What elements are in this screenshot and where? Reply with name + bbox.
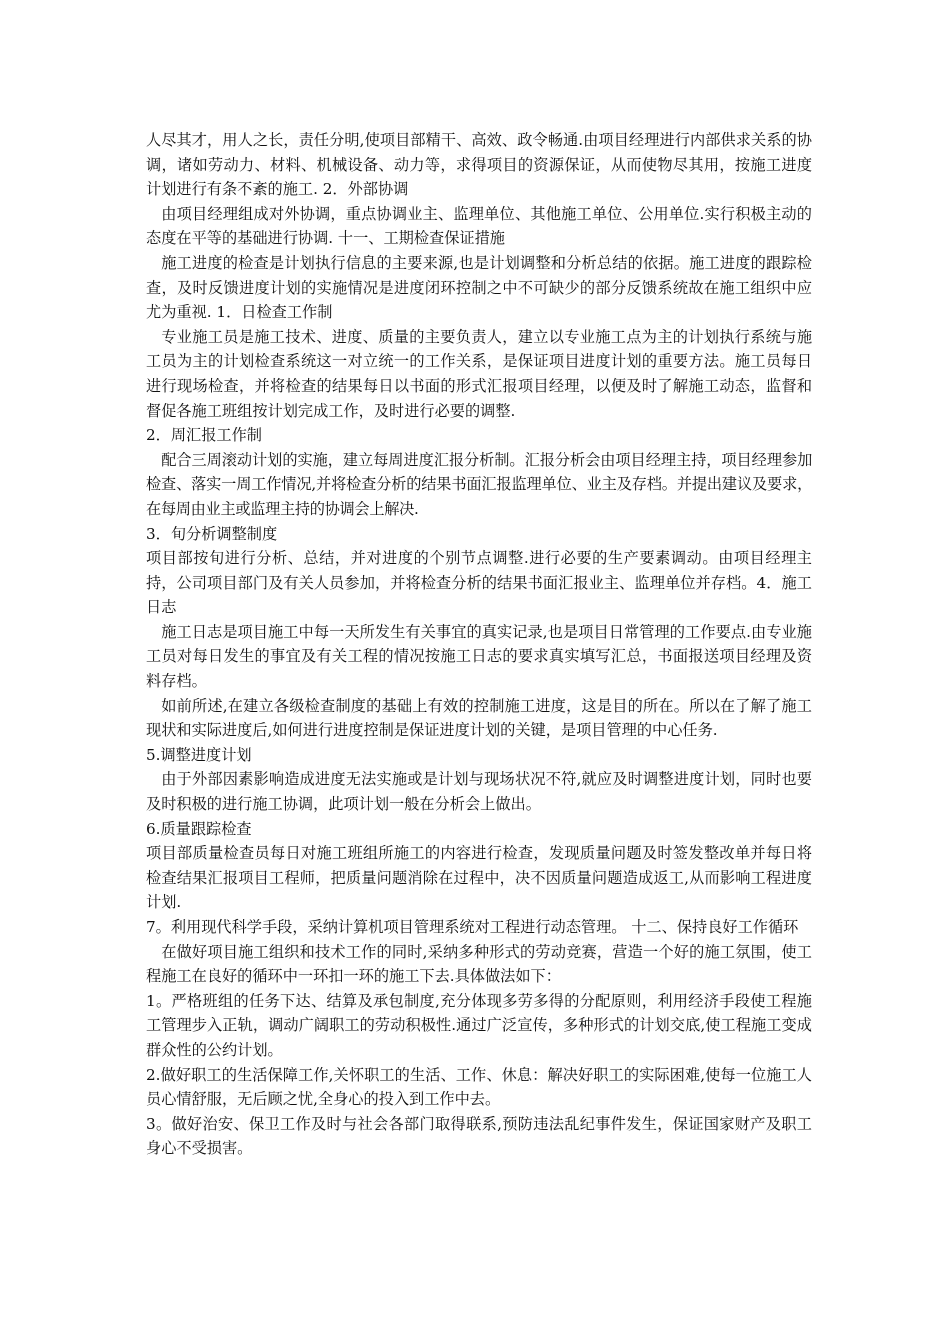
- paragraph-daily-inspection: 专业施工员是施工技术、进度、质量的主要负责人，建立以专业施工点为主的计划执行系统与施工员为主的计划检查系统这一对立统一的工作关系，是保证项目进度计划的重要方法。施工员每日进行现场检查，并将检查的结果每日以书面的形式汇报项目经理，以便及时了解施工动态，监督和督促各施工班组按计划完成工作，及时进行必要的调整.: [146, 327, 812, 420]
- paragraph-schedule-inspection: 施工进度的检查是计划执行信息的主要来源,也是计划调整和分析总结的依据。施工进度的跟踪检查，及时反馈进度计划的实施情况是进度闭环控制之中不可缺少的部分反馈系统故在施工组织中应尤为重视. 1．日检查工作制: [146, 253, 812, 322]
- paragraph-adjust-plan: 由于外部因素影响造成进度无法实施或是计划与现场状况不符,就应及时调整进度计划，同时也要及时积极的进行施工协调，此项计划一般在分析会上做出。: [146, 770, 812, 814]
- heading-adjust-plan: 5.调整进度计划: [146, 745, 252, 764]
- paragraph-ten-day-analysis: 项目部按旬进行分析、总结，并对进度的个别节点调整.进行必要的生产要素调动。由项目经理主持，公司项目部门及有关人员参加，并将检查分析的结果书面汇报业主、监理单位并存档。4．施工日志: [146, 549, 812, 617]
- paragraph-labor-competition: 在做好项目施工组织和技术工作的同时,采纳多种形式的劳动竞赛，营造一个好的施工氛围，使工程施工在良好的循环中一环扣一环的施工下去.具体做法如下：: [146, 942, 812, 986]
- paragraph-item-2: 2.做好职工的生活保障工作,关怀职工的生活、工作、休息：解决好职工的实际困难,使每一位施工人员心情舒服，无后顾之忧,全身心的投入到工作中去。: [146, 1065, 812, 1109]
- document-body: [146, 128, 812, 1161]
- heading-weekly-report: 2．周汇报工作制: [146, 426, 262, 445]
- heading-quality-tracking: 6.质量跟踪检查: [146, 819, 252, 838]
- paragraph-item-1: 1。严格班组的任务下达、结算及承包制度,充分体现多劳多得的分配原则，利用经济手段使工程施工管理步入正轨，调动广阔职工的劳动积极性.通过广泛宣传，多种形式的计划交底,使工程施工变成群众性的公约计划。: [146, 991, 812, 1059]
- paragraph-item-3: 3。做好治安、保卫工作及时与社会各部门取得联系,预防违法乱纪事件发生，保证国家财产及职工身心不受损害。: [146, 1114, 812, 1158]
- paragraph-computer-management: 7。利用现代科学手段，采纳计算机项目管理系统对工程进行动态管理。 十二、保持良好工作循环: [146, 918, 799, 936]
- paragraph-construction-log: 施工日志是项目施工中每一天所发生有关事宜的真实记录,也是项目日常管理的工作要点.由专业施工员对每日发生的事宜及有关工程的情况按施工日志的要求真实填写汇总，书面报送项目经理及资料存档。: [146, 622, 812, 691]
- paragraph-progress-control: 如前所述,在建立各级检查制度的基础上有效的控制施工进度，这是目的所在。所以在了解了施工现状和实际进度后,如何进行进度控制是保证进度计划的关键，是项目管理的中心任务.: [146, 696, 812, 740]
- paragraph-internal-coordination: 人尽其才，用人之长，责任分明,使项目部精干、高效、政令畅通.由项目经理进行内部供求关系的协调，诸如劳动力、材料、机械设备、动力等，求得项目的资源保证，从而使物尽其用，按施工进度计划进行有条不紊的施工. 2．外部协调: [146, 131, 812, 199]
- paragraph-weekly-report: 配合三周滚动计划的实施，建立每周进度汇报分析制。汇报分析会由项目经理主持，项目经理参加检查、落实一周工作情况,并将检查分析的结果书面汇报监理单位、业主及存档。并提出建议及要求，在每周由业主或监理主持的协调会上解决.: [146, 450, 812, 518]
- paragraph-quality-tracking: 项目部质量检查员每日对施工班组所施工的内容进行检查，发现质量问题及时签发整改单并每日将检查结果汇报项目工程师，把质量问题消除在过程中，决不因质量问题造成返工,从而影响工程进度计划.: [146, 844, 812, 912]
- paragraph-external-coordination: 由项目经理组成对外协调，重点协调业主、监理单位、其他施工单位、公用单位.实行积极主动的态度在平等的基础进行协调. 十一、工期检查保证措施: [146, 204, 812, 248]
- heading-ten-day-analysis: 3．旬分析调整制度: [146, 524, 278, 543]
